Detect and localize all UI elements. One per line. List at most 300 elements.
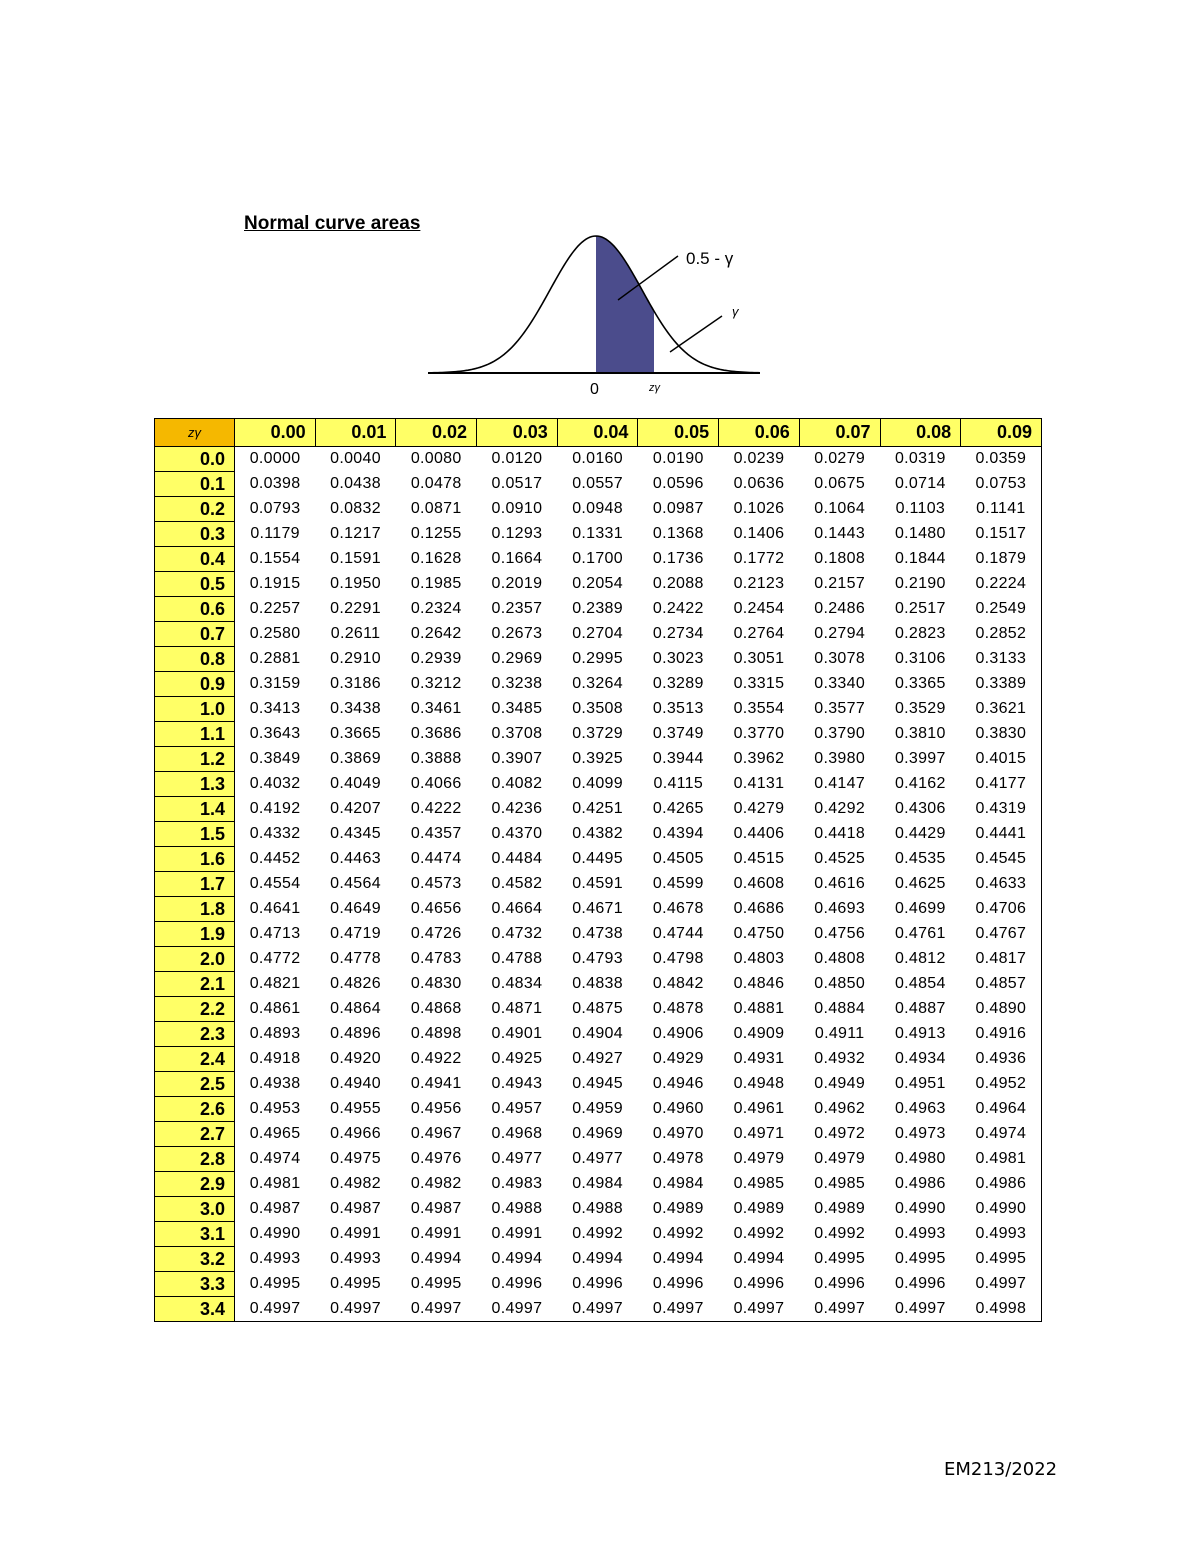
table-cell: 0.3749 (652, 725, 704, 742)
table-row (155, 972, 1042, 997)
table-cell: 0.4981 (249, 1175, 301, 1192)
table-row (155, 797, 1042, 822)
table-cell: 0.4678 (652, 900, 704, 917)
table-cell: 0.4871 (491, 1000, 543, 1017)
row-header: 2.5 (155, 1072, 235, 1097)
row-header: 3.1 (155, 1222, 235, 1247)
table-cell: 0.4693 (814, 900, 866, 917)
table-cell: 0.4972 (814, 1125, 866, 1142)
table-cell: 0.1443 (814, 525, 866, 542)
table-cell: 0.4971 (733, 1125, 785, 1142)
table-cell: 0.0040 (330, 450, 381, 468)
table-row (155, 897, 1042, 922)
table-cell: 0.4608 (733, 875, 785, 892)
table-header-row (155, 419, 1042, 447)
table-cell: 0.3686 (410, 725, 462, 742)
table-row (155, 622, 1042, 647)
table-cell: 0.4783 (410, 950, 462, 967)
table-cell: 0.0987 (652, 500, 704, 517)
table-cell: 0.0948 (572, 500, 623, 517)
table-cell: 0.2823 (894, 625, 946, 642)
table-cell: 0.4994 (410, 1250, 462, 1267)
table-cell: 0.3078 (814, 650, 866, 667)
table-cell: 0.4965 (249, 1125, 301, 1142)
label-zero: 0 (590, 381, 599, 398)
table-cell: 0.4984 (652, 1175, 704, 1192)
table-cell: 0.4505 (652, 850, 704, 867)
table-cell: 0.3106 (894, 650, 946, 667)
table-cell: 0.4994 (572, 1250, 623, 1267)
table-cell: 0.4987 (249, 1200, 301, 1217)
table-cell: 0.3770 (733, 725, 785, 742)
table-cell: 0.4861 (249, 1000, 301, 1017)
table-cell: 0.4812 (894, 950, 946, 967)
table-cell: 0.3051 (733, 650, 785, 667)
table-cell: 0.1985 (410, 575, 462, 592)
row-header: 0.5 (155, 572, 235, 597)
row-header: 0.4 (155, 547, 235, 572)
table-cell: 0.4970 (652, 1125, 704, 1142)
table-cell: 0.0517 (491, 475, 543, 492)
table-cell: 0.4535 (894, 850, 946, 867)
table-cell: 0.3212 (410, 675, 462, 692)
table-cell: 0.0239 (733, 450, 785, 468)
table-cell: 0.3997 (894, 750, 946, 767)
table-cell: 0.3264 (572, 675, 623, 692)
table-cell: 0.4996 (814, 1275, 866, 1292)
table-cell: 0.4916 (975, 1025, 1027, 1042)
table-cell: 0.0319 (894, 450, 946, 468)
row-header: 2.6 (155, 1097, 235, 1122)
table-cell: 0.4987 (410, 1200, 462, 1217)
table-cell: 0.4997 (572, 1299, 623, 1317)
table-cell: 0.0000 (249, 450, 301, 468)
table-cell: 0.4484 (491, 850, 543, 867)
table-cell: 0.4955 (330, 1100, 381, 1117)
table-cell: 0.4842 (652, 975, 704, 992)
table-cell: 0.4599 (652, 875, 704, 892)
table-cell: 0.2517 (894, 600, 946, 617)
table-row (155, 1222, 1042, 1247)
table-cell: 0.2549 (975, 600, 1027, 617)
row-header: 1.2 (155, 747, 235, 772)
row-header: 2.1 (155, 972, 235, 997)
table-cell: 0.0190 (652, 450, 704, 468)
shaded-area (596, 236, 654, 373)
table-cell: 0.4977 (491, 1150, 543, 1167)
table-cell: 0.4893 (249, 1025, 301, 1042)
table-cell: 0.3729 (572, 725, 623, 742)
normal-curve-area-table (154, 418, 1042, 1322)
table-row (155, 1147, 1042, 1172)
row-header: 3.2 (155, 1247, 235, 1272)
table-cell: 0.0359 (975, 450, 1027, 468)
table-cell: 0.0910 (491, 500, 543, 517)
label-tail: γ (732, 304, 739, 319)
table-row (155, 947, 1042, 972)
table-row (155, 922, 1042, 947)
table-cell: 0.3849 (249, 750, 301, 767)
table-cell: 0.4357 (410, 825, 462, 842)
table-cell: 0.1736 (652, 550, 704, 567)
table-cell: 0.4370 (491, 825, 543, 842)
row-header: 1.5 (155, 822, 235, 847)
table-cell: 0.4162 (894, 775, 946, 792)
table-row (155, 697, 1042, 722)
table-cell: 0.4671 (572, 900, 623, 917)
table-cell: 0.4564 (330, 875, 381, 892)
table-cell: 0.4992 (652, 1225, 704, 1242)
table-cell: 0.4993 (330, 1250, 381, 1267)
table-cell: 0.4997 (652, 1299, 704, 1317)
table-cell: 0.4974 (975, 1125, 1027, 1142)
table-cell: 0.1255 (410, 525, 462, 542)
table-cell: 0.4382 (572, 825, 623, 842)
table-cell: 0.1141 (976, 500, 1026, 517)
table-cell: 0.2852 (975, 625, 1027, 642)
table-cell: 0.4991 (410, 1225, 462, 1242)
row-header: 2.2 (155, 997, 235, 1022)
table-cell: 0.1664 (491, 550, 543, 567)
table-cell: 0.4934 (894, 1050, 946, 1067)
table-cell: 0.4996 (572, 1275, 623, 1292)
row-header: 1.3 (155, 772, 235, 797)
table-cell: 0.4956 (410, 1100, 462, 1117)
table-row (155, 447, 1042, 472)
table-cell: 0.3529 (894, 700, 946, 717)
table-cell: 0.4616 (814, 875, 866, 892)
table-cell: 0.1700 (572, 550, 623, 567)
table-row (155, 547, 1042, 572)
table-cell: 0.4986 (975, 1175, 1027, 1192)
table-cell: 0.2019 (491, 575, 543, 592)
row-header: 1.4 (155, 797, 235, 822)
table-cell: 0.3944 (652, 750, 704, 767)
table-cell: 0.3830 (975, 725, 1027, 742)
table-cell: 0.4686 (733, 900, 785, 917)
table-cell: 0.4767 (975, 925, 1027, 942)
table-cell: 0.4582 (491, 875, 543, 892)
table-cell: 0.0438 (330, 475, 381, 492)
table-cell: 0.4953 (249, 1100, 301, 1117)
table-cell: 0.4940 (330, 1075, 381, 1092)
table-cell: 0.4989 (652, 1200, 704, 1217)
table-row (155, 747, 1042, 772)
table-cell: 0.4992 (814, 1225, 866, 1242)
table-cell: 0.3133 (975, 650, 1027, 667)
table-cell: 0.4857 (975, 975, 1027, 992)
table-body (155, 447, 1042, 1322)
table-row (155, 1022, 1042, 1047)
table-cell: 0.4649 (330, 900, 381, 917)
row-header: 0.3 (155, 522, 235, 547)
table-cell: 0.4452 (249, 850, 301, 867)
table-cell: 0.4251 (572, 800, 623, 817)
table-cell: 0.0478 (410, 475, 462, 492)
table-cell: 0.4990 (975, 1200, 1027, 1217)
column-header: 0.00 (235, 419, 316, 447)
table-cell: 0.4997 (330, 1299, 381, 1317)
table-cell: 0.3962 (733, 750, 785, 767)
table-cell: 0.2291 (330, 600, 381, 617)
table-cell: 0.3159 (249, 675, 301, 692)
table-cell: 0.3888 (410, 750, 462, 767)
row-header: 0.6 (155, 597, 235, 622)
table-cell: 0.1879 (975, 550, 1027, 567)
table-cell: 0.4817 (975, 950, 1027, 967)
table-cell: 0.4834 (491, 975, 543, 992)
table-cell: 0.4495 (572, 850, 623, 867)
row-header: 3.0 (155, 1197, 235, 1222)
table-cell: 0.4997 (491, 1299, 543, 1317)
table-cell: 0.3643 (249, 725, 301, 742)
table-cell: 0.4985 (814, 1175, 866, 1192)
table-cell: 0.4996 (733, 1275, 785, 1292)
table-row (155, 472, 1042, 497)
table-cell: 0.4761 (894, 925, 946, 942)
table-cell: 0.4964 (975, 1100, 1027, 1117)
row-header: 0.0 (155, 447, 235, 472)
table-cell: 0.2190 (894, 575, 946, 592)
column-header: 0.02 (396, 419, 477, 447)
label-shaded: 0.5 - γ (686, 249, 734, 268)
table-cell: 0.4943 (491, 1075, 543, 1092)
table-cell: 0.4441 (975, 825, 1027, 842)
table-cell: 0.2580 (249, 625, 301, 642)
corner-header: zγ (155, 419, 235, 447)
table-cell: 0.4778 (330, 950, 381, 967)
table-cell: 0.0557 (572, 475, 623, 492)
table-cell: 0.2734 (652, 625, 704, 642)
table-cell: 0.4996 (652, 1275, 704, 1292)
table-cell: 0.4890 (975, 1000, 1027, 1017)
table-cell: 0.4474 (410, 850, 462, 867)
row-header: 2.8 (155, 1147, 235, 1172)
table-cell: 0.4969 (572, 1125, 623, 1142)
table-cell: 0.3315 (733, 675, 785, 692)
table-cell: 0.4177 (975, 775, 1027, 792)
table-cell: 0.4463 (330, 850, 381, 867)
table-row (155, 1197, 1042, 1222)
table-row (155, 1072, 1042, 1097)
table-cell: 0.4979 (814, 1150, 866, 1167)
table-cell: 0.4988 (491, 1200, 543, 1217)
table-cell: 0.4633 (975, 875, 1027, 892)
table-cell: 0.2910 (330, 650, 381, 667)
table-cell: 0.4966 (330, 1125, 381, 1142)
table-cell: 0.4991 (491, 1225, 543, 1242)
table-cell: 0.1026 (733, 500, 785, 517)
table-cell: 0.4918 (249, 1050, 301, 1067)
table-cell: 0.4049 (330, 775, 381, 792)
table-cell: 0.4826 (330, 975, 381, 992)
table-cell: 0.4750 (733, 925, 785, 942)
table-cell: 0.3925 (572, 750, 623, 767)
table-cell: 0.2357 (491, 600, 543, 617)
row-header: 1.9 (155, 922, 235, 947)
table-cell: 0.4881 (733, 1000, 785, 1017)
table-row (155, 522, 1042, 547)
row-header: 0.8 (155, 647, 235, 672)
table-row (155, 997, 1042, 1022)
document-footer: EM213/2022 (944, 1459, 1058, 1480)
table-cell: 0.4993 (894, 1225, 946, 1242)
table-cell: 0.4938 (249, 1075, 301, 1092)
table-cell: 0.4990 (894, 1200, 946, 1217)
table-cell: 0.4821 (249, 975, 301, 992)
table-cell: 0.4808 (814, 950, 866, 967)
table-cell: 0.3810 (894, 725, 946, 742)
table-cell: 0.3238 (491, 675, 543, 692)
table-cell: 0.4963 (894, 1100, 946, 1117)
table-cell: 0.3513 (652, 700, 704, 717)
column-header: 0.01 (315, 419, 396, 447)
table-cell: 0.1844 (894, 550, 946, 567)
table-cell: 0.4131 (733, 775, 785, 792)
table-cell: 0.4719 (330, 925, 381, 942)
table-cell: 0.0714 (894, 475, 946, 492)
table-cell: 0.4995 (410, 1275, 462, 1292)
table-cell: 0.2054 (572, 575, 623, 592)
table-cell: 0.3554 (733, 700, 785, 717)
table-cell: 0.0793 (249, 500, 301, 517)
table-cell: 0.4995 (330, 1275, 381, 1292)
table-cell: 0.1179 (250, 525, 300, 542)
table-cell: 0.4115 (653, 775, 704, 792)
table-cell: 0.4236 (491, 800, 543, 817)
table-cell: 0.3485 (491, 700, 543, 717)
table-cell: 0.4960 (652, 1100, 704, 1117)
table-cell: 0.4976 (410, 1150, 462, 1167)
column-header: 0.09 (961, 419, 1042, 447)
table-cell: 0.4984 (572, 1175, 623, 1192)
table-cell: 0.3023 (652, 650, 704, 667)
table-cell: 0.4896 (330, 1025, 381, 1042)
table-cell: 0.4744 (652, 925, 704, 942)
table-cell: 0.2123 (733, 575, 785, 592)
table-cell: 0.4998 (975, 1299, 1027, 1317)
table-cell: 0.4997 (249, 1299, 301, 1317)
row-header: 0.2 (155, 497, 235, 522)
table-cell: 0.3708 (491, 725, 543, 742)
table-cell: 0.4319 (975, 800, 1027, 817)
table-cell: 0.3186 (330, 675, 381, 692)
table-cell: 0.4345 (330, 825, 381, 842)
table-cell: 0.4838 (572, 975, 623, 992)
table-cell: 0.4875 (572, 1000, 623, 1017)
table-cell: 0.4554 (249, 875, 301, 892)
table-cell: 0.4959 (572, 1100, 623, 1117)
table-cell: 0.4830 (410, 975, 462, 992)
table-cell: 0.3790 (814, 725, 866, 742)
table-cell: 0.2157 (814, 575, 866, 592)
row-header: 1.6 (155, 847, 235, 872)
table-cell: 0.4032 (249, 775, 301, 792)
table-cell: 0.3413 (249, 700, 301, 717)
table-cell: 0.4147 (814, 775, 866, 792)
table-row (155, 1247, 1042, 1272)
row-header: 1.1 (155, 722, 235, 747)
table-cell: 0.4936 (975, 1050, 1027, 1067)
table-cell: 0.4641 (249, 900, 301, 917)
table-cell: 0.4868 (410, 1000, 462, 1017)
table-cell: 0.4418 (814, 825, 866, 842)
table-cell: 0.4909 (733, 1025, 785, 1042)
table-row (155, 1097, 1042, 1122)
page-title: Normal curve areas (244, 213, 421, 234)
table-cell: 0.3340 (814, 675, 866, 692)
table-cell: 0.4394 (652, 825, 704, 842)
table-cell: 0.2324 (410, 600, 462, 617)
table-cell: 0.1950 (330, 575, 381, 592)
table-cell: 0.4996 (491, 1275, 543, 1292)
table-cell: 0.4887 (894, 1000, 946, 1017)
table-cell: 0.3389 (975, 675, 1027, 692)
table-cell: 0.4222 (410, 800, 462, 817)
table-cell: 0.1103 (895, 500, 946, 517)
table-cell: 0.4864 (330, 1000, 381, 1017)
table-cell: 0.2995 (572, 650, 623, 667)
table-cell: 0.4978 (652, 1150, 704, 1167)
table-cell: 0.4850 (814, 975, 866, 992)
row-header: 1.7 (155, 872, 235, 897)
table-cell: 0.4884 (814, 1000, 866, 1017)
table-cell: 0.4406 (733, 825, 785, 842)
normal-curve-figure (420, 228, 760, 400)
table-cell: 0.3289 (652, 675, 704, 692)
table-cell: 0.4987 (330, 1200, 381, 1217)
table-cell: 0.4803 (733, 950, 785, 967)
table-cell: 0.4994 (652, 1250, 704, 1267)
table-cell: 0.2881 (249, 650, 301, 667)
table-cell: 0.2454 (733, 600, 785, 617)
table-cell: 0.4525 (814, 850, 866, 867)
table-cell: 0.4854 (894, 975, 946, 992)
table-cell: 0.4706 (975, 900, 1027, 917)
table-cell: 0.4911 (814, 1025, 865, 1042)
table-cell: 0.4306 (894, 800, 946, 817)
table-cell: 0.3461 (410, 700, 462, 717)
table-cell: 0.4279 (733, 800, 785, 817)
table-row (155, 1122, 1042, 1147)
table-cell: 0.2088 (652, 575, 704, 592)
row-header: 2.0 (155, 947, 235, 972)
table-row (155, 772, 1042, 797)
table-cell: 0.4931 (733, 1050, 785, 1067)
table-cell: 0.4925 (491, 1050, 543, 1067)
table-row (155, 1047, 1042, 1072)
table-cell: 0.2389 (572, 600, 623, 617)
table-cell: 0.4265 (652, 800, 704, 817)
table-cell: 0.2764 (733, 625, 785, 642)
table-cell: 0.4664 (491, 900, 543, 917)
table-row (155, 597, 1042, 622)
table-cell: 0.4995 (249, 1275, 301, 1292)
table-cell: 0.1517 (975, 525, 1027, 542)
table-cell: 0.1217 (330, 525, 381, 542)
table-cell: 0.4961 (733, 1100, 785, 1117)
table-cell: 0.2969 (491, 650, 543, 667)
table-cell: 0.4995 (814, 1250, 866, 1267)
table-cell: 0.3577 (814, 700, 866, 717)
table-cell: 0.0120 (491, 450, 543, 468)
table-cell: 0.4699 (894, 900, 946, 917)
table-cell: 0.0832 (330, 500, 381, 517)
table-cell: 0.4957 (491, 1100, 543, 1117)
table-cell: 0.4989 (814, 1200, 866, 1217)
table-cell: 0.4981 (975, 1150, 1027, 1167)
label-z-gamma: zγ (649, 382, 660, 394)
